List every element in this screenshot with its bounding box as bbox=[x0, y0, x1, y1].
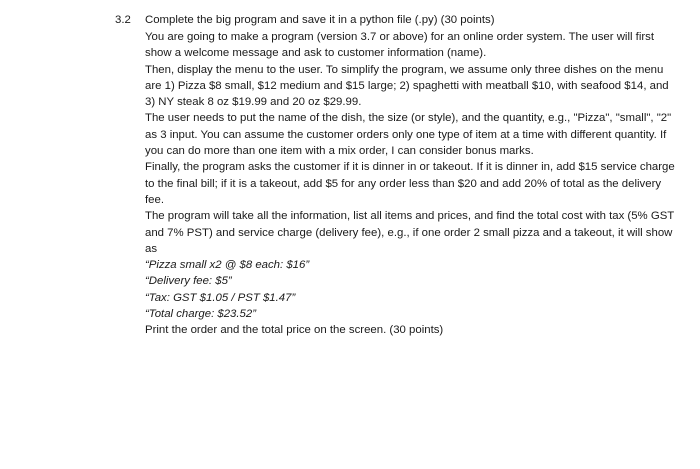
paragraph-dinner: Finally, the program asks the customer if it is dinner in or takeout. If it is dinner in, add $15 service charge to the final bill; if it is a takeout, add $5 for any order less than $20 and add 20% of total as the delivery fee. bbox=[145, 161, 675, 206]
paragraph-total: The program will take all the information, list all items and prices, and find the total cost with tax (5% GST and 7% PST) and service charge (delivery fee), e.g., if one order 2 small pizza and a takeout, it will show as bbox=[145, 210, 675, 255]
example-delivery-fee: “Delivery fee: $5” bbox=[145, 275, 232, 288]
question-title: Complete the big program and save it in a python file (.py) (30 points) bbox=[145, 14, 495, 26]
example-tax: “Tax: GST $1.05 / PST $1.47” bbox=[145, 291, 296, 304]
question-body bbox=[145, 29, 677, 339]
question-number: 3.2 bbox=[115, 14, 131, 26]
paragraph-input: The user needs to put the name of the dish, the size (or style), and the quantity, e.g., "Pizza", "small", "2" as 3 input. You can assume the customer orders only one type of item at a time with different quantity. If you can do more than one item with a mix order, I can consider bonus marks. bbox=[145, 112, 672, 158]
example-total-charge: “Total charge: $23.52” bbox=[145, 308, 257, 321]
example-line-item: “Pizza small x2 @ $8 each: $16” bbox=[145, 259, 310, 272]
question-heading bbox=[115, 12, 675, 29]
paragraph-intro: You are going to make a program (version 3.7 or above) for an online order system. The user will first show a welcome message and ask to customer information (name). bbox=[145, 31, 655, 60]
paragraph-closing: Print the order and the total price on the screen. (30 points) bbox=[145, 324, 444, 337]
paragraph-menu: Then, display the menu to the user. To simplify the program, we assume only three dishes on the menu are 1) Pizza $8 small, $12 medium and $15 large; 2) spaghetti with meatball $10, with seafood $14, and 3) NY steak 8 oz $19.99 and 20 oz $29.99. bbox=[145, 63, 669, 109]
